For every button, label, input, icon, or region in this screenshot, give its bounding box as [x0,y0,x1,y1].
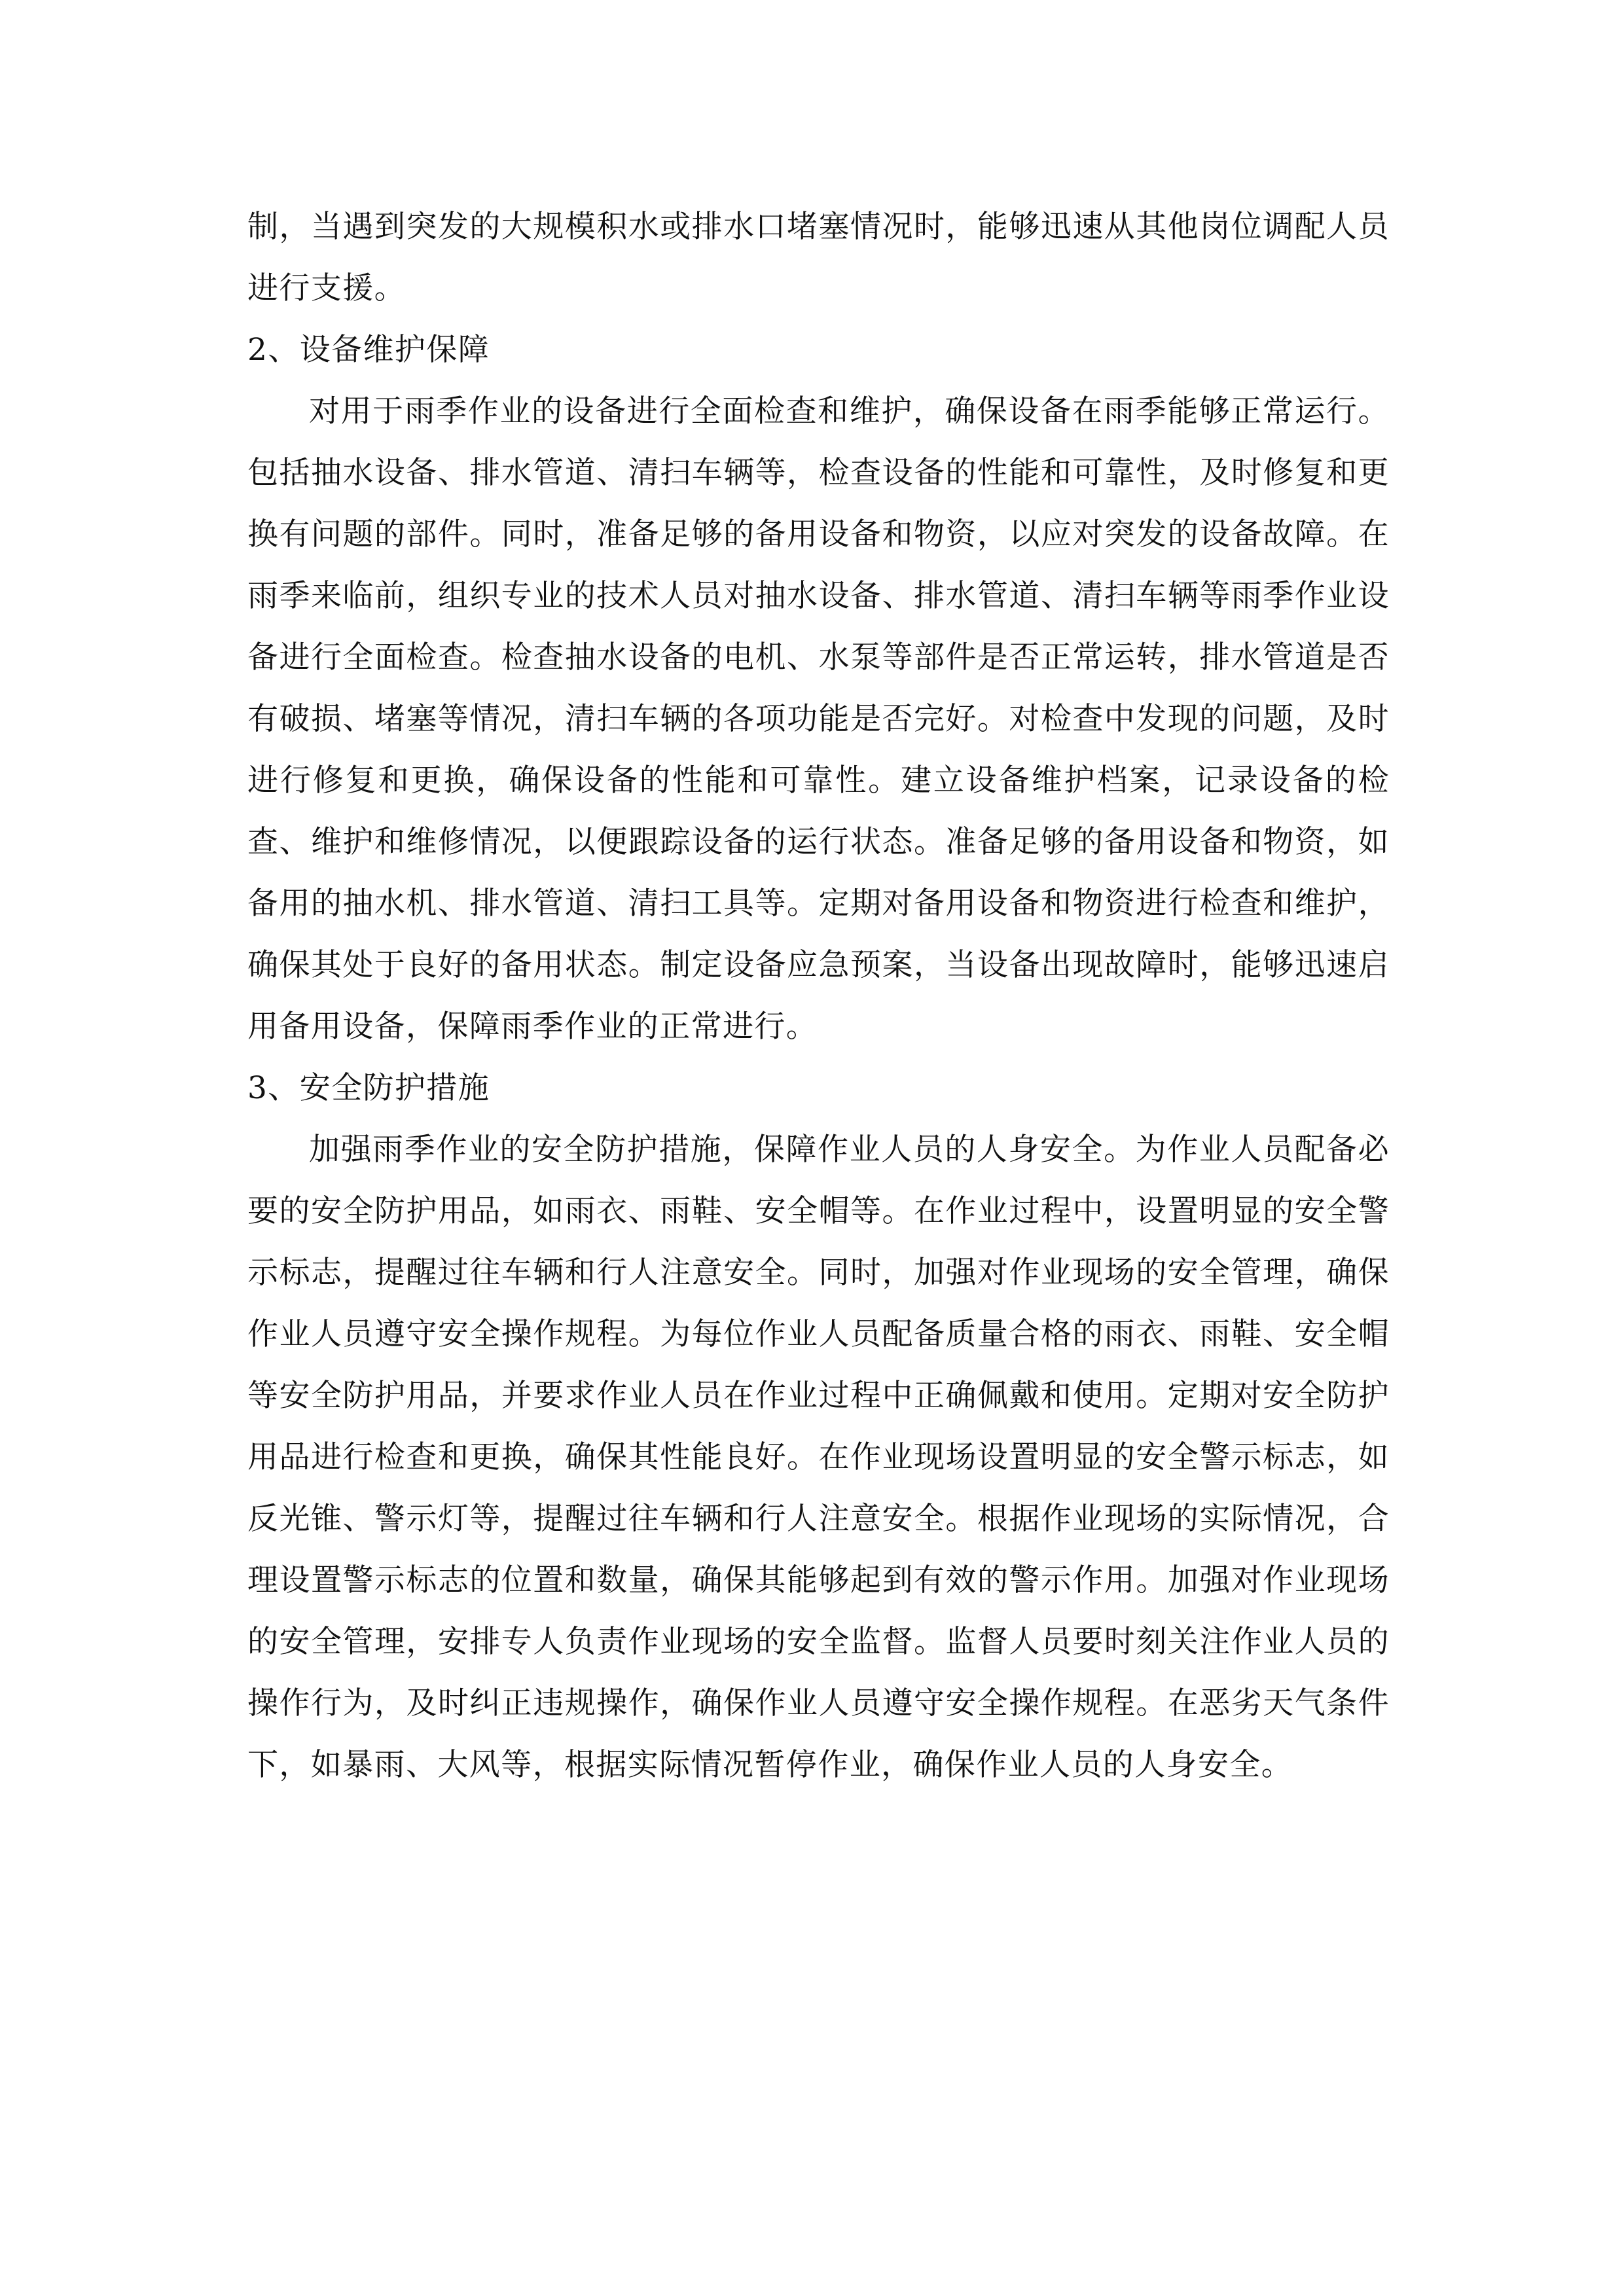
safety-protection-paragraph: 加强雨季作业的安全防护措施，保障作业人员的人身安全。为作业人员配备必要的安全防护用品，如雨衣、雨鞋、安全帽等。在作业过程中，设置明显的安全警示标志，提醒过往车辆和行人注意安全。同时，加强对作业现场的安全管理，确保作业人员遵守安全操作规程。为每位作业人员配备质量合格的雨衣、雨鞋、安全帽等安全防护用品，并要求作业人员在作业过程中正确佩戴和使用。定期对安全防护用品进行检查和更换，确保其性能良好。在作业现场设置明显的安全警示标志，如反光锥、警示灯等，提醒过往车辆和行人注意安全。根据作业现场的实际情况，合理设置警示标志的位置和数量，确保其能够起到有效的警示作用。加强对作业现场的安全管理，安排专人负责作业现场的安全监督。监督人员要时刻关注作业人员的操作行为，及时纠正违规操作，确保作业人员遵守安全操作规程。在恶劣天气条件下，如暴雨、大风等，根据实际情况暂停作业，确保作业人员的人身安全。 [247,1132,1390,1783]
section-heading-equipment-maintenance: 2、设备维护保障 [247,332,490,368]
section-heading-safety-protection: 3、安全防护措施 [247,1070,490,1106]
document-body [247,196,1390,1796]
continued-paragraph: 制，当遇到突发的大规模积水或排水口堵塞情况时，能够迅速从其他岗位调配人员进行支援。 [247,209,1390,306]
equipment-maintenance-paragraph: 对用于雨季作业的设备进行全面检查和维护，确保设备在雨季能够正常运行。包括抽水设备、排水管道、清扫车辆等，检查设备的性能和可靠性，及时修复和更换有问题的部件。同时，准备足够的备用设备和物资，以应对突发的设备故障。在雨季来临前，组织专业的技术人员对抽水设备、排水管道、清扫车辆等雨季作业设备进行全面检查。检查抽水设备的电机、水泵等部件是否正常运转，排水管道是否有破损、堵塞等情况，清扫车辆的各项功能是否完好。对检查中发现的问题，及时进行修复和更换，确保设备的性能和可靠性。建立设备维护档案，记录设备的检查、维护和维修情况，以便跟踪设备的运行状态。准备足够的备用设备和物资，如备用的抽水机、排水管道、清扫工具等。定期对备用设备和物资进行检查和维护，确保其处于良好的备用状态。制定设备应急预案，当设备出现故障时，能够迅速启用备用设备，保障雨季作业的正常进行。 [247,393,1390,1045]
